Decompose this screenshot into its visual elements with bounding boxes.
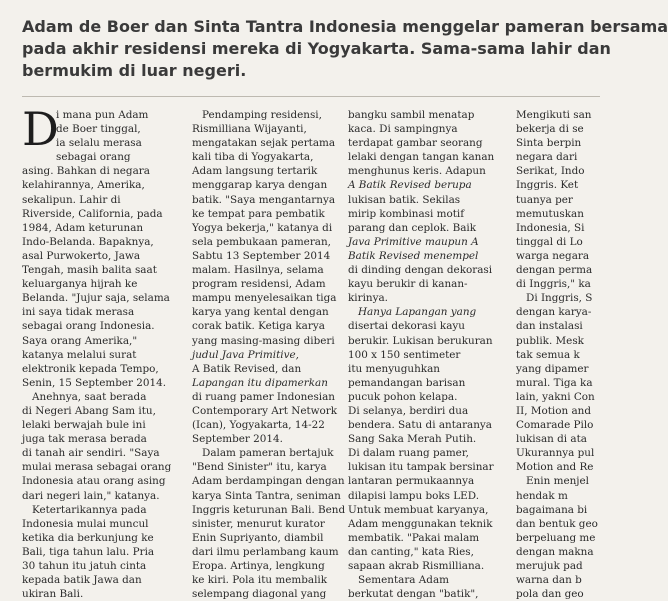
article-line: kaca. Di sampingnya (348, 123, 458, 136)
article-line: mulai merasa sebagai orang (22, 461, 172, 474)
article-lede (22, 16, 668, 82)
article-line: membatik. "Pakai malam (348, 531, 480, 544)
article-line: Bali, tiga tahun lalu. Pria (22, 545, 155, 558)
article-line: Hanya Lapangan yang (358, 306, 477, 319)
article-line: kirinya. (348, 292, 388, 305)
article-line: dan canting," kata Ries, (348, 545, 474, 558)
article-line: di Negeri Abang Sam itu, (22, 404, 156, 417)
article-line: (Ican), Yogyakarta, 14-22 (192, 419, 325, 432)
article-line: di Inggris," ka (516, 278, 591, 291)
article-line: mengatakan sejak pertama (192, 137, 336, 150)
article-line: dan bentuk geo (516, 517, 598, 530)
article-line: September 2014. (192, 433, 283, 446)
article-line: tuanya per (516, 193, 573, 206)
article-line: dengan perma (516, 264, 593, 277)
article-column-3 (348, 108, 508, 601)
article-line: mampu menyelesaikan tiga (192, 292, 337, 305)
article-line: judul Java Primitive, (192, 348, 299, 361)
article-line: Sang Saka Merah Putih. (348, 433, 477, 446)
article-line: dari ilmu perlambang kaum (192, 545, 339, 558)
article-line: A Batik Revised berupa (348, 179, 472, 192)
article-line: Saya orang Amerika," (22, 334, 138, 347)
article-line: Adam berdampingan dengan (192, 475, 345, 488)
article-line: mural. Tiga ka (516, 376, 593, 389)
article-line: negara dari (516, 151, 578, 164)
article-line: Lapangan itu dipamerkan (192, 376, 328, 389)
article-line: yang dipamer (516, 362, 589, 375)
article-line: di tanah air sendiri. "Saya (22, 447, 160, 460)
divider-rule (22, 96, 600, 97)
article-line: sela pembukaan pameran, (192, 235, 331, 248)
article-line: lain, yakni Con (516, 390, 595, 403)
article-line: Contemporary Art Network (192, 404, 338, 417)
article-line: corak batik. Ketiga karya (192, 320, 325, 333)
article-line: lukisan itu tampak bersinar (348, 461, 494, 474)
article-line: Senin, 15 September 2014. (22, 376, 167, 389)
article-line: Java Primitive maupun A (348, 235, 479, 248)
article-line: dan instalasi (516, 320, 583, 333)
article-line: bendera. Satu di antaranya (348, 419, 492, 432)
article-line: publik. Mesk (516, 334, 584, 347)
article-line: tak semua k (516, 348, 580, 361)
article-line: bangku sambil menatap (348, 109, 475, 121)
article-line: kayu berukir di kanan- (348, 278, 468, 291)
article-line: 1984, Adam keturunan (22, 221, 144, 234)
article-column-2 (192, 108, 346, 601)
article-line: Adam langsung tertarik (192, 165, 318, 178)
article-line: "Bend Sinister" itu, karya (192, 461, 327, 474)
article-line: batik. "Saya mengantarnya (192, 193, 336, 206)
article-line: merujuk pad (516, 560, 583, 572)
article-line: Batik Revised menempel (348, 249, 479, 262)
article-line: karya Sinta Tantra, seniman (192, 489, 341, 502)
article-line: Ukurannya pul (516, 447, 595, 460)
article-line: sapaan akrab Rismilliana. (348, 560, 485, 572)
article-line: ini saya tidak merasa (22, 306, 135, 319)
lede-line: pada akhir residensi mereka di Yogyakarta. Sama-sama lahir dan (22, 39, 611, 58)
article-line: lelaki dengan tangan kanan (348, 151, 495, 164)
article-line: keluarganya hijrah ke (22, 278, 138, 291)
article-line: Enin Supriyanto, diambil (192, 531, 324, 544)
article-line: dengan karya- (516, 306, 592, 319)
article-line: terdapat gambar seorang (348, 137, 483, 150)
article-line: asal Purwokerto, Jawa (22, 249, 141, 262)
article-line: Yogya bekerja," katanya di (192, 221, 333, 234)
article-line: Motion and Re (516, 461, 594, 474)
article-line: Belanda. "Jujur saja, selama (22, 292, 170, 305)
article-line: Inggris. Ket (516, 179, 579, 192)
article-line: selempang diagonal yang (192, 588, 327, 601)
article-line: katanya melalui surat (22, 348, 137, 361)
article-line: Di selanya, berdiri dua (348, 404, 469, 417)
article-line: berkutat dengan "batik", (348, 588, 479, 601)
article-line: sinister, menurut kurator (192, 517, 325, 530)
article-line: dari negeri lain," katanya. (22, 489, 160, 502)
article-line: kepada batik Jawa dan (22, 574, 142, 587)
article-line: Comarade Pilo (516, 419, 594, 432)
article-line: Enin menjel (526, 475, 589, 488)
article-line: Anehnya, saat berada (32, 390, 147, 403)
article-line: Indonesia atau orang asing (22, 475, 166, 488)
article-line: Eropa. Artinya, lengkung (192, 560, 325, 572)
article-line: dengan makna (516, 545, 594, 558)
article-line: berpeluang me (516, 531, 596, 544)
article-line: Sabtu 13 September 2014 (192, 249, 331, 262)
article-line: mirip kombinasi motif (348, 207, 465, 220)
article-line: bagaimana bi (516, 503, 588, 516)
article-line: kelahirannya, Amerika, (22, 179, 145, 192)
article-line: ia selalu merasa (56, 137, 142, 150)
article-line: karya yang kental dengan (192, 306, 329, 319)
article-line: disertai dekorasi kayu (348, 320, 465, 333)
article-line: warga negara (516, 249, 590, 262)
article-line: de Boer tinggal, (56, 123, 141, 136)
article-column-4 (516, 108, 600, 601)
article-line: 100 x 150 sentimeter (348, 348, 461, 361)
article-line: Inggris keturunan Bali. Bend (192, 503, 346, 516)
article-line: tinggal di Lo (516, 235, 583, 248)
article-line: bekerja di se (516, 123, 584, 136)
article-line: yang masing-masing diberi (192, 334, 335, 347)
article-line: Pendamping residensi, (202, 109, 322, 121)
article-line: memutuskan (516, 207, 584, 220)
article-line: Indo-Belanda. Bapaknya, (22, 235, 154, 248)
article-line: Di Inggris, S (526, 292, 593, 305)
article-line: warna dan b (516, 574, 582, 587)
article-line: Riverside, California, pada (22, 207, 163, 220)
article-line: A Batik Revised, dan (192, 362, 302, 375)
article-line: elektronik kepada Tempo, (22, 362, 159, 375)
drop-cap: D (22, 102, 59, 156)
article-line: Rismilliana Wijayanti, (192, 123, 307, 136)
article-line: hendak m (516, 489, 568, 502)
article-line: Indonesia mulai muncul (22, 517, 149, 530)
article-line: sebagai orang (56, 151, 131, 164)
article-line: pemandangan barisan (348, 376, 466, 389)
article-line: ke kiri. Pola itu membalik (192, 574, 328, 587)
lede-line: bermukim di luar negeri. (22, 61, 247, 80)
article-line: Di dalam ruang pamer, (348, 447, 469, 460)
article-line: Dalam pameran bertajuk (202, 447, 334, 460)
article-line: di dinding dengan dekorasi (348, 264, 493, 277)
article-line: menghunus keris. Adapun (348, 165, 486, 178)
article-line: berukir. Lukisan berukuran (348, 334, 493, 347)
article-line: ke tempat para pembatik (192, 207, 325, 220)
article-line: itu menyuguhkan (348, 362, 440, 375)
article-line: kali tiba di Yogyakarta, (192, 151, 314, 164)
article-line: menggarap karya dengan (192, 179, 328, 192)
article-line: i mana pun Adam (56, 109, 149, 121)
lede-line: Adam de Boer dan Sinta Tantra Indonesia menggelar pameran bersama (22, 17, 668, 36)
article-line: parang dan ceplok. Baik (348, 221, 477, 234)
article-line: Adam menggunakan teknik (348, 517, 493, 530)
article-line: pola dan geo (516, 588, 584, 601)
article-line: Mengikuti san (516, 109, 592, 121)
article-line: II, Motion and (516, 404, 591, 417)
article-line: asing. Bahkan di negara (22, 165, 150, 178)
article-line: lelaki berwajah bule ini (22, 419, 146, 432)
article-line: Indonesia, Si (516, 221, 585, 234)
article-line: lukisan di ata (516, 433, 587, 446)
article-line: Untuk membuat karyanya, (348, 503, 489, 516)
article-line: Sementara Adam (358, 574, 449, 587)
article-line: juga tak merasa berada (22, 433, 147, 446)
article-line: Serikat, Indo (516, 165, 585, 178)
article-line: ketika dia berkunjung ke (22, 531, 154, 544)
article-line: lantaran permukaannya (348, 475, 475, 488)
article-line: 30 tahun itu jatuh cinta (22, 560, 147, 572)
article-line: di ruang pamer Indonesian (192, 390, 335, 403)
article-line: ukiran Bali. (22, 588, 84, 601)
article-line: pucuk pohon kelapa. (348, 390, 458, 403)
article-column-1 (22, 102, 185, 601)
article-line: lukisan batik. Sekilas (348, 193, 461, 206)
article-line: sekalipun. Lahir di (22, 193, 121, 206)
article-line: Tengah, masih balita saat (22, 264, 157, 277)
article-line: Sinta berpin (516, 137, 582, 150)
article-line: sebagai orang Indonesia. (22, 320, 155, 333)
article-line: malam. Hasilnya, selama (192, 264, 324, 277)
article-line: Ketertarikannya pada (32, 503, 147, 516)
article-line: program residensi, Adam (192, 278, 326, 291)
article-line: dilapisi lampu boks LED. (348, 489, 480, 502)
